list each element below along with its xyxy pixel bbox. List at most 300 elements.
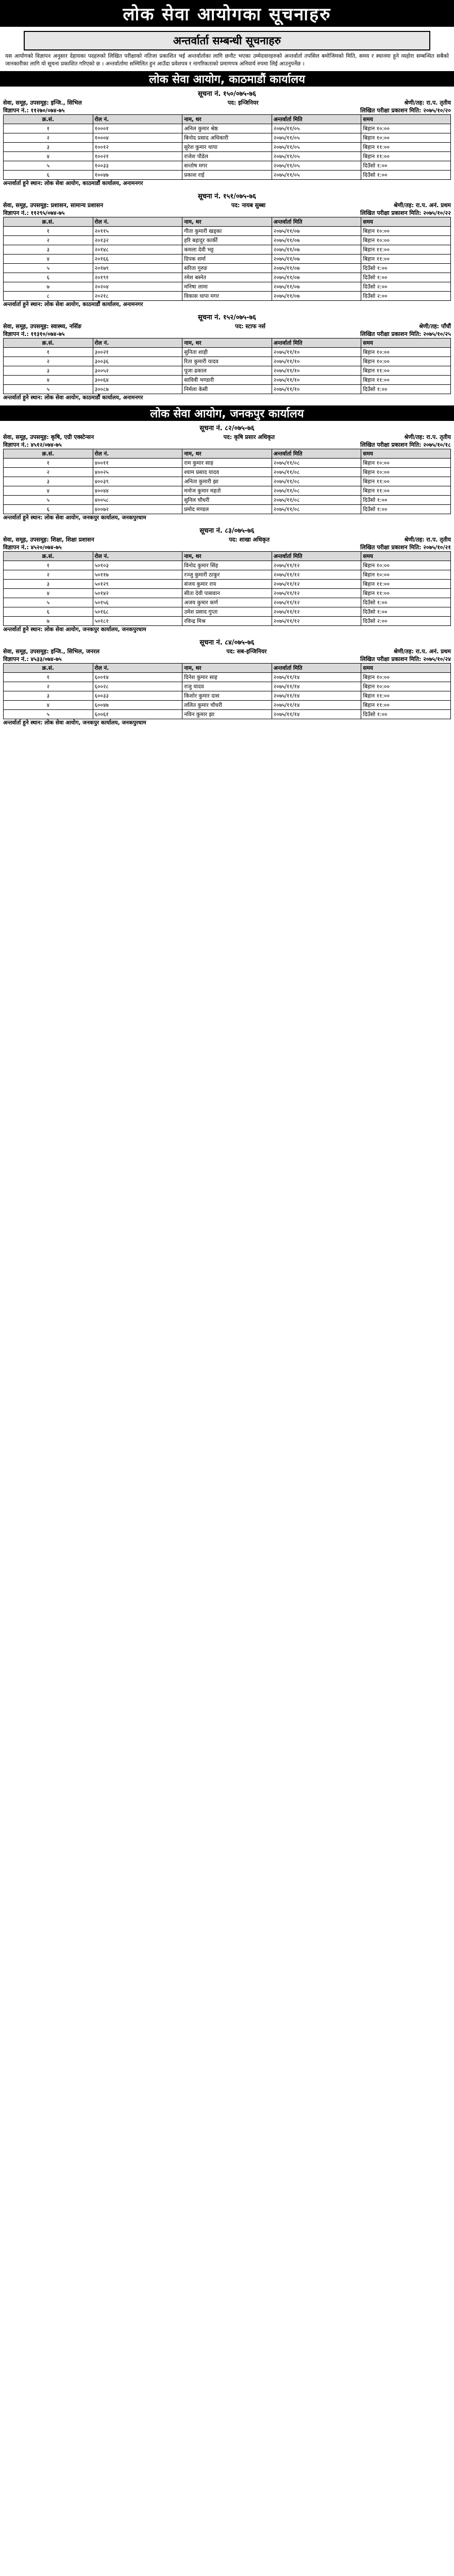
table-cell: ८ xyxy=(4,292,93,301)
table-cell: उमेश प्रसाद गुप्ता xyxy=(182,607,272,617)
table-cell: ६००१४ xyxy=(93,673,182,682)
table-row xyxy=(4,468,451,477)
notice-meta-item: सेवा, समूह, उपसमूह: शिक्षा, शिक्षा प्रशासन xyxy=(3,536,94,543)
table-cell: १००४७ xyxy=(93,171,182,180)
table-cell: ६ xyxy=(4,171,93,180)
table-cell: दिउँसो १:०० xyxy=(361,710,451,719)
table-cell: ६ xyxy=(4,273,93,282)
table-cell: मनिषा लामा xyxy=(182,282,272,292)
table-row xyxy=(4,385,451,394)
table-cell: २०२०४ xyxy=(93,282,182,292)
notice-meta-item: पद: सब-इन्जिनियर xyxy=(226,648,267,655)
table-cell: सीता देवी पासवान xyxy=(182,589,272,598)
table-cell: नविन कुमार झा xyxy=(182,710,272,719)
table-cell: २०७५/११/०५ xyxy=(272,161,361,171)
table-cell: दिउँसो १:०० xyxy=(361,505,451,514)
table-cell: बिहान १०:०० xyxy=(361,682,451,691)
table-cell: बिहान ११:०० xyxy=(361,477,451,486)
table-cell: २०७५/११/१४ xyxy=(272,682,361,691)
notice-meta-item: सेवा, समूह, उपसमूह: इन्जि., सिभिल xyxy=(3,99,82,106)
table-cell: दिउँसो १:०० xyxy=(361,496,451,505)
table-cell: ४००४४ xyxy=(93,486,182,496)
table-cell: ६ xyxy=(4,607,93,617)
table-cell: सरिता गुरुङ xyxy=(182,264,272,273)
table-cell: ४ xyxy=(4,701,93,710)
table-cell: २०७५/११/०५ xyxy=(272,171,361,180)
table-cell: २ xyxy=(4,468,93,477)
table-cell: ४००७२ xyxy=(93,505,182,514)
notice-meta-row xyxy=(3,544,451,551)
table-cell: १०००४ xyxy=(93,133,182,143)
table-row xyxy=(4,171,451,180)
office-heading: लोक सेवा आयोग, जनकपुर कार्यालय xyxy=(0,405,454,421)
notice-meta-item: सेवा, समूह, उपसमूह: कृषि, एग्री एक्स्टेन्सन xyxy=(3,434,94,440)
table-cell: सुरेश कुमार थापा xyxy=(182,143,272,152)
table-cell: २०१३२ xyxy=(93,236,182,245)
table-cell: २०१४८ xyxy=(93,245,182,255)
table-cell: १ xyxy=(4,348,93,357)
table-cell: सुनिल चौधरी xyxy=(182,496,272,505)
column-header: क्र.सं. xyxy=(4,217,93,227)
table-cell: बिहान ११:०० xyxy=(361,143,451,152)
table-cell: १ xyxy=(4,124,93,133)
notice-meta-item: श्रेणी/तह: रा.प. तृतीय xyxy=(404,99,451,106)
table-cell: बिहान ११:०० xyxy=(361,691,451,701)
notice-meta-item: पद: कृषि प्रसार अधिकृत xyxy=(223,434,275,440)
table-cell: २०७५/११/१२ xyxy=(272,617,361,626)
table-row xyxy=(4,264,451,273)
page-subtitle: अन्तर्वार्ता सम्बन्धी सूचनाहरु xyxy=(24,31,430,50)
table-cell: पूजा ढकाल xyxy=(182,366,272,376)
table-header-row xyxy=(4,449,451,459)
table-cell: २०७५/११/०५ xyxy=(272,124,361,133)
table-cell: प्रकाश राई xyxy=(182,171,272,180)
table-row xyxy=(4,357,451,366)
table-cell: २०७५/११/०५ xyxy=(272,133,361,143)
column-header: अन्तर्वार्ता मिति xyxy=(272,449,361,459)
notice-section xyxy=(3,191,451,308)
column-header: समय xyxy=(361,115,451,124)
table-cell: २०७५/११/०८ xyxy=(272,468,361,477)
notice-number: सूचना नं. १५०/०७५-७६ xyxy=(197,90,257,98)
notice-meta-item: विज्ञापन नं.: ४५१२/०७४-७५ xyxy=(3,442,62,448)
notice-number: सूचना नं. १५२/०७५-७६ xyxy=(197,314,257,321)
table-row xyxy=(4,598,451,607)
notice-meta-item: विज्ञापन नं.: ११२९५/०७४-७५ xyxy=(3,210,65,216)
table-cell: २०७५/११/०७ xyxy=(272,273,361,282)
notice-meta-item: विज्ञापन नं.: ४५२०/०७४-७५ xyxy=(3,544,62,551)
column-header: नाम, थर xyxy=(182,664,272,673)
table-row xyxy=(4,366,451,376)
notice-meta-row xyxy=(3,323,451,330)
notice-meta-item: विज्ञापन नं.: ४५३३/०७४-७५ xyxy=(3,656,62,663)
column-header: रोल नं. xyxy=(93,664,182,673)
notice-meta-item: श्रेणी/तह: पाँचौं xyxy=(419,323,451,330)
table-cell: दिउँसो २:०० xyxy=(361,292,451,301)
table-cell: १ xyxy=(4,227,93,236)
notice-section xyxy=(3,526,451,633)
column-header: रोल नं. xyxy=(93,217,182,227)
candidate-table xyxy=(3,338,451,394)
table-cell: ४००३९ xyxy=(93,477,182,486)
column-header: क्र.सं. xyxy=(4,115,93,124)
table-cell: २०७५/११/१४ xyxy=(272,701,361,710)
table-row xyxy=(4,273,451,282)
table-row xyxy=(4,459,451,468)
notice-meta-item: सेवा, समूह, उपसमूह: इन्जि., सिभिल, जनरल xyxy=(3,648,100,655)
notice-number: सूचना नं. ८४/०७५-७६ xyxy=(199,639,255,647)
notice-meta-row xyxy=(3,330,451,338)
table-row xyxy=(4,133,451,143)
column-header: नाम, थर xyxy=(182,449,272,459)
notice-meta-row xyxy=(3,209,451,217)
table-row xyxy=(4,607,451,617)
table-row xyxy=(4,348,451,357)
table-cell: २०७५/११/०७ xyxy=(272,282,361,292)
table-cell: २०७५/११/०७ xyxy=(272,264,361,273)
notice-meta-item: पद: इन्जिनियर xyxy=(227,99,259,106)
table-cell: दिउँसो १:०० xyxy=(361,385,451,394)
table-cell: २०७५/११/०८ xyxy=(272,459,361,468)
table-cell: २०७५/११/०७ xyxy=(272,292,361,301)
table-cell: ६ xyxy=(4,505,93,514)
column-header: नाम, थर xyxy=(182,552,272,561)
offices-container xyxy=(3,71,451,726)
table-cell: ५ xyxy=(4,161,93,171)
table-cell: ३००८७ xyxy=(93,385,182,394)
table-cell: २०७५/११/१० xyxy=(272,357,361,366)
table-cell: बिहान ११:०० xyxy=(361,366,451,376)
table-cell: ४ xyxy=(4,486,93,496)
candidate-table xyxy=(3,114,451,180)
table-row xyxy=(4,376,451,385)
table-cell: २०७५/११/१० xyxy=(272,348,361,357)
venue-note: अन्तर्वार्ता हुने स्थान: लोक सेवा आयोग, जनकपुर कार्यालय, जनकपुरधाम xyxy=(3,515,146,521)
notice-meta-item: लिखित परीक्षा प्रकाशन मिति: २०७५/१०/२१ xyxy=(360,544,451,551)
table-cell: ४००५८ xyxy=(93,496,182,505)
venue-note: अन्तर्वार्ता हुने स्थान: लोक सेवा आयोग, जनकपुर कार्यालय, जनकपुरधाम xyxy=(3,720,146,726)
table-row xyxy=(4,505,451,514)
table-cell: २०७५/११/०८ xyxy=(272,486,361,496)
notice-meta-item: श्रेणी/तह: रा.प. तृतीय xyxy=(404,434,451,440)
table-row xyxy=(4,570,451,580)
notice-meta-row xyxy=(3,107,451,114)
table-cell: गीता कुमारी खड्का xyxy=(182,227,272,236)
notice-meta-row xyxy=(3,648,451,655)
table-cell: ३ xyxy=(4,691,93,701)
venue-note: अन्तर्वार्ता हुने स्थान: लोक सेवा आयोग, जनकपुर कार्यालय, जनकपुरधाम xyxy=(3,626,146,633)
table-cell: २ xyxy=(4,133,93,143)
table-cell: हरि बहादुर कार्की xyxy=(182,236,272,245)
table-cell: अजय कुमार कर्ण xyxy=(182,598,272,607)
table-cell: दिउँसो १:०० xyxy=(361,171,451,180)
table-cell: ३ xyxy=(4,580,93,589)
table-cell: २०७५/११/०८ xyxy=(272,496,361,505)
table-cell: ४००२५ xyxy=(93,468,182,477)
table-cell: बिहान ११:०० xyxy=(361,152,451,161)
column-header: रोल नं. xyxy=(93,552,182,561)
table-cell: २०७५/११/०८ xyxy=(272,505,361,514)
table-cell: २०७५/११/१४ xyxy=(272,691,361,701)
table-cell: दिउँसो १:०० xyxy=(361,607,451,617)
table-row xyxy=(4,580,451,589)
candidate-table xyxy=(3,551,451,626)
column-header: समय xyxy=(361,552,451,561)
table-cell: २ xyxy=(4,570,93,580)
table-cell: ५०१६८ xyxy=(93,607,182,617)
table-cell: २ xyxy=(4,357,93,366)
table-cell: २०७५/११/१४ xyxy=(272,673,361,682)
table-cell: सुनिता शाही xyxy=(182,348,272,357)
table-cell: २०७५/११/१४ xyxy=(272,710,361,719)
table-cell: ५०१०३ xyxy=(93,561,182,570)
table-row xyxy=(4,486,451,496)
table-cell: ५०१४२ xyxy=(93,589,182,598)
table-cell: प्रमोद मण्डल xyxy=(182,505,272,514)
table-cell: रिता कुमारी यादव xyxy=(182,357,272,366)
column-header: नाम, थर xyxy=(182,115,272,124)
notice-number: सूचना नं. ८३/०७५-७६ xyxy=(199,527,255,535)
table-cell: रञ्जु कुमारी ठाकुर xyxy=(182,570,272,580)
table-cell: ललित कुमार चौधरी xyxy=(182,701,272,710)
table-cell: ३००३६ xyxy=(93,357,182,366)
column-header: समय xyxy=(361,217,451,227)
table-cell: १ xyxy=(4,673,93,682)
table-cell: ३ xyxy=(4,245,93,255)
column-header: अन्तर्वार्ता मिति xyxy=(272,115,361,124)
notice-meta-item: लिखित परीक्षा प्रकाशन मिति: २०७५/१०/२५ xyxy=(360,331,451,337)
table-cell: किशोर कुमार दास xyxy=(182,691,272,701)
venue-note: अन्तर्वार्ता हुने स्थान: लोक सेवा आयोग, काठमाडौं कार्यालय, अनामनगर xyxy=(3,180,143,187)
notice-meta-item: श्रेणी/तह: रा.प. अनं. प्रथम xyxy=(393,648,451,655)
notice-meta-item: पद: नायब सुब्बा xyxy=(231,202,266,209)
column-header: अन्तर्वार्ता मिति xyxy=(272,338,361,348)
table-header-row xyxy=(4,217,451,227)
table-cell: ५०१५६ xyxy=(93,598,182,607)
table-row xyxy=(4,477,451,486)
table-cell: श्याम प्रसाद यादव xyxy=(182,468,272,477)
column-header: अन्तर्वार्ता मिति xyxy=(272,552,361,561)
table-cell: दिउँसो १:०० xyxy=(361,161,451,171)
table-cell: २०७५/११/०७ xyxy=(272,245,361,255)
table-cell: ६००६१ xyxy=(93,710,182,719)
table-cell: २०७५/११/१० xyxy=(272,376,361,385)
notice-meta-row xyxy=(3,433,451,441)
notice-meta-row xyxy=(3,441,451,449)
table-cell: २०७५/११/०८ xyxy=(272,477,361,486)
table-cell: दिउँसो २:०० xyxy=(361,617,451,626)
notice-meta-row xyxy=(3,655,451,663)
table-cell: ३ xyxy=(4,477,93,486)
notice-meta-item: सेवा, समूह, उपसमूह: स्वास्थ्य, नर्सिङ xyxy=(3,323,81,330)
table-cell: २ xyxy=(4,682,93,691)
table-cell: बिहान ११:०० xyxy=(361,589,451,598)
column-header: अन्तर्वार्ता मिति xyxy=(272,217,361,227)
table-cell: अनिता कुमारी झा xyxy=(182,477,272,486)
table-cell: ३००२१ xyxy=(93,348,182,357)
table-cell: २०७५/११/०५ xyxy=(272,143,361,152)
column-header: क्र.सं. xyxy=(4,552,93,561)
table-row xyxy=(4,255,451,264)
table-cell: ४ xyxy=(4,255,93,264)
column-header: क्र.सं. xyxy=(4,664,93,673)
table-cell: बिहान १०:०० xyxy=(361,570,451,580)
notice-meta-item: पद: शाखा अधिकृत xyxy=(229,536,270,543)
table-cell: बिहान ११:०० xyxy=(361,701,451,710)
table-row xyxy=(4,143,451,152)
table-cell: विकास थापा मगर xyxy=(182,292,272,301)
table-row xyxy=(4,710,451,719)
column-header: नाम, थर xyxy=(182,217,272,227)
table-row xyxy=(4,236,451,245)
table-cell: ६००२८ xyxy=(93,682,182,691)
table-cell: १००३३ xyxy=(93,161,182,171)
notice-meta-row xyxy=(3,536,451,544)
table-cell: २०२१८ xyxy=(93,292,182,301)
table-cell: संजय कुमार राय xyxy=(182,580,272,589)
table-row xyxy=(4,292,451,301)
table-header-row xyxy=(4,552,451,561)
table-cell: २०१६६ xyxy=(93,255,182,264)
candidate-table xyxy=(3,217,451,301)
table-cell: १००१२ xyxy=(93,143,182,152)
table-row xyxy=(4,227,451,236)
table-cell: बिहान १०:०० xyxy=(361,459,451,468)
table-cell: बिहान १०:०० xyxy=(361,133,451,143)
table-cell: राजु यादव xyxy=(182,682,272,691)
table-cell: ५ xyxy=(4,264,93,273)
table-cell: ५०१२९ xyxy=(93,580,182,589)
notice-meta-item: सेवा, समूह, उपसमूह: प्रशासन, सामान्य प्रशासन xyxy=(3,202,104,209)
notice-meta-item: लिखित परीक्षा प्रकाशन मिति: २०७५/१०/२० xyxy=(360,107,451,114)
table-row xyxy=(4,161,451,171)
table-cell: राजेश पौडेल xyxy=(182,152,272,161)
table-cell: ७ xyxy=(4,617,93,626)
table-cell: ४ xyxy=(4,376,93,385)
table-cell: ३००५२ xyxy=(93,366,182,376)
table-header-row xyxy=(4,338,451,348)
column-header: समय xyxy=(361,338,451,348)
table-cell: सावित्री भण्डारी xyxy=(182,376,272,385)
table-cell: बिहान १०:०० xyxy=(361,236,451,245)
column-header: रोल नं. xyxy=(93,115,182,124)
table-cell: बिहान ११:०० xyxy=(361,376,451,385)
table-row xyxy=(4,496,451,505)
notice-section xyxy=(3,89,451,187)
table-cell: दिपक शर्मा xyxy=(182,255,272,264)
notice-meta-item: लिखित परीक्षा प्रकाशन मिति: २०७५/१०/१८ xyxy=(360,442,451,448)
table-cell: २०७५/११/१० xyxy=(272,385,361,394)
table-cell: ५ xyxy=(4,598,93,607)
candidate-table xyxy=(3,449,451,514)
table-row xyxy=(4,673,451,682)
table-header-row xyxy=(4,664,451,673)
table-cell: ५ xyxy=(4,385,93,394)
table-row xyxy=(4,617,451,626)
table-cell: बिहान ११:०० xyxy=(361,580,451,589)
notice-meta-item: पद: स्टाफ नर्स xyxy=(235,323,265,330)
table-cell: ६००४७ xyxy=(93,701,182,710)
table-cell: २०७५/११/०७ xyxy=(272,255,361,264)
table-row xyxy=(4,589,451,598)
notice-section xyxy=(3,637,451,726)
notice-section xyxy=(3,312,451,401)
column-header: रोल नं. xyxy=(93,449,182,459)
venue-note: अन्तर्वार्ता हुने स्थान: लोक सेवा आयोग, काठमाडौं कार्यालय, अनामनगर xyxy=(3,395,143,401)
table-cell: दिउँसो १:०० xyxy=(361,273,451,282)
table-cell: १००२१ xyxy=(93,152,182,161)
office-heading: लोक सेवा आयोग, काठमाडौं कार्यालय xyxy=(0,71,454,87)
table-cell: २०७५/११/०७ xyxy=(272,236,361,245)
table-cell: रमेश बस्नेत xyxy=(182,273,272,282)
table-cell: १ xyxy=(4,561,93,570)
column-header: क्र.सं. xyxy=(4,449,93,459)
table-cell: २ xyxy=(4,236,93,245)
table-cell: दिउँसो २:०० xyxy=(361,282,451,292)
table-cell: निर्मला केसी xyxy=(182,385,272,394)
table-cell: २०७५/११/१२ xyxy=(272,607,361,617)
table-cell: २०७५/११/१२ xyxy=(272,570,361,580)
table-cell: ७ xyxy=(4,282,93,292)
table-cell: बिनोद प्रसाद अधिकारी xyxy=(182,133,272,143)
table-row xyxy=(4,701,451,710)
notice-meta-item: श्रेणी/तह: रा.प. तृतीय xyxy=(404,536,451,543)
notice-meta-item: विज्ञापन नं.: ११२७०/०७४-७५ xyxy=(3,107,65,114)
table-cell: १ xyxy=(4,459,93,468)
table-cell: बिहान १०:०० xyxy=(361,124,451,133)
table-cell: ४ xyxy=(4,589,93,598)
table-cell: ५०१८१ xyxy=(93,617,182,626)
table-cell: अनिल कुमार श्रेष्ठ xyxy=(182,124,272,133)
intro-paragraph: यस आयोगको विज्ञापन अनुसार देहायका पदहरुको लिखित परीक्षाको नतिजा प्रकाशित भई अन्तर्वार्ताका लागि छनौट भएका उम्मेदवारहरुको अन्तर्वार्ता तपसिल बमोजिमको मिति, समय र स्थानमा हुने व्यहोरा सम्बन्धित सबैको जानकारीका लागि यो सूचना प्रकाशित गरिएको छ । अन्तर्वार्तामा सम्मिलित हुन आउँदा प्रवेशपत्र र नागरिकताको प्रमाणपत्र अनिवार्य रुपमा लिई आउनुपर्नेछ । xyxy=(5,53,449,67)
table-cell: दिउँसो १:०० xyxy=(361,598,451,607)
notice-meta-row xyxy=(3,99,451,107)
table-row xyxy=(4,682,451,691)
table-cell: राम कुमार साह xyxy=(182,459,272,468)
table-cell: २०७५/११/०७ xyxy=(272,227,361,236)
notice-meta-item: लिखित परीक्षा प्रकाशन मिति: २०७५/१०/२२ xyxy=(360,210,451,216)
table-cell: ५ xyxy=(4,710,93,719)
table-row xyxy=(4,561,451,570)
notice-meta-item: श्रेणी/तह: रा.प. अनं. प्रथम xyxy=(393,202,451,209)
column-header: रोल नं. xyxy=(93,338,182,348)
table-cell: बिहान १०:०० xyxy=(361,357,451,366)
column-header: समय xyxy=(361,449,451,459)
table-row xyxy=(4,245,451,255)
table-cell: ३ xyxy=(4,143,93,152)
table-cell: ४ xyxy=(4,152,93,161)
table-cell: २०११५ xyxy=(93,227,182,236)
table-cell: २०७५/११/१० xyxy=(272,366,361,376)
notice-meta-item: लिखित परीक्षा प्रकाशन मिति: २०७५/१०/२४ xyxy=(360,656,451,663)
table-cell: ५ xyxy=(4,496,93,505)
table-cell: १०००१ xyxy=(93,124,182,133)
table-cell: २०७५/११/०५ xyxy=(272,152,361,161)
table-cell: मनोज कुमार महतो xyxy=(182,486,272,496)
column-header: क्र.सं. xyxy=(4,338,93,348)
table-cell: २०१९१ xyxy=(93,273,182,282)
table-cell: विनोद कुमार सिंह xyxy=(182,561,272,570)
table-cell: २०१७९ xyxy=(93,264,182,273)
table-cell: बिहान १०:०० xyxy=(361,468,451,477)
table-cell: २०७५/११/१२ xyxy=(272,598,361,607)
notice-number: सूचना नं. ८२/०७५-७६ xyxy=(199,425,255,432)
table-cell: ३००६४ xyxy=(93,376,182,385)
table-cell: बिहान ११:०० xyxy=(361,255,451,264)
notice-meta-item: विज्ञापन नं.: ११३१०/०७४-७५ xyxy=(3,331,65,337)
candidate-table xyxy=(3,663,451,719)
table-cell: बिहान १०:०० xyxy=(361,673,451,682)
